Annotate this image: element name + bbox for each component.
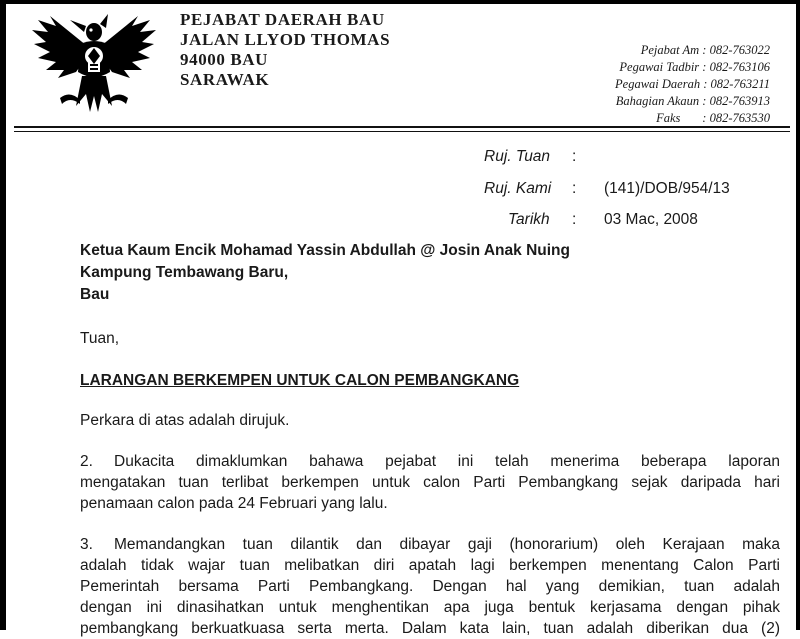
address-line-2: JALAN LLYOD THOMAS bbox=[180, 30, 391, 49]
paragraph-3 bbox=[80, 534, 780, 639]
paragraph-line: adalah tidak wajar tuan melibatkan diri apatah lagi berkempen menentang Calon Parti bbox=[80, 557, 780, 574]
header-rule bbox=[14, 126, 790, 128]
paragraph-line bbox=[80, 534, 780, 555]
contact-value: : 082-763913 bbox=[702, 94, 770, 108]
letter-body bbox=[80, 240, 780, 639]
recipient-line: Ketua Kaum Encik Mohamad Yassin Abdullah @ Josin Anak Nuing bbox=[80, 242, 570, 259]
ruj-tuan-colon: : bbox=[572, 148, 577, 165]
contact-numbers bbox=[615, 42, 770, 127]
contact-label: Faks bbox=[656, 111, 681, 125]
address-line-4: SARAWAK bbox=[180, 70, 270, 89]
paragraph-number: 3. bbox=[80, 536, 93, 553]
tarikh-label: Tarikh bbox=[508, 211, 550, 228]
contact-row bbox=[615, 110, 770, 127]
paragraph-2 bbox=[80, 451, 780, 514]
salutation: Tuan, bbox=[80, 330, 120, 347]
paragraph-line: dengan ini dinasihatkan untuk menghentikan apa juga bentuk kerjasama dengan pihak bbox=[80, 599, 780, 616]
scan-edge-right bbox=[796, 0, 800, 630]
ruj-kami-colon: : bbox=[572, 180, 577, 197]
subject-heading: LARANGAN BERKEMPEN UNTUK CALON PEMBANGKANG bbox=[80, 372, 520, 389]
header-rule-thin bbox=[14, 131, 790, 132]
scan-edge-top bbox=[0, 0, 800, 4]
address-line-3: 94000 BAU bbox=[180, 50, 269, 69]
paragraph-line: penamaan calon pada 24 Februari yang lalu. bbox=[80, 495, 388, 512]
contact-label: Bahagian Akaun bbox=[615, 94, 700, 108]
contact-label: Pejabat Am bbox=[640, 43, 700, 57]
contact-label: Pegawai Daerah bbox=[615, 77, 701, 91]
ruj-kami-label: Ruj. Kami bbox=[484, 180, 552, 197]
contact-value: : 082-763530 bbox=[702, 111, 770, 125]
office-address bbox=[180, 10, 390, 90]
contact-label: Pegawai Tadbir bbox=[619, 60, 700, 74]
paragraph-line: mengatakan tuan terlibat berkempen untuk calon Parti Pembangkang sejak daripada hari bbox=[80, 474, 780, 491]
contact-row bbox=[615, 42, 770, 59]
recipient-address bbox=[80, 240, 780, 306]
paragraph-line: pembangkang berkuatkuasa serta merta. Dalam kata lain, tuan adalah diberikan dua (2) bbox=[80, 620, 780, 637]
address-line-1: PEJABAT DAERAH BAU bbox=[180, 10, 385, 29]
paragraph-line: Pemerintah bersama Parti Pembangkang. Dengan hal yang demikian, tuan adalah bbox=[80, 578, 780, 595]
tarikh-value: 03 Mac, 2008 bbox=[604, 211, 698, 228]
contact-value: : 082-763022 bbox=[702, 43, 770, 57]
contact-row bbox=[615, 59, 770, 76]
ruj-tuan-label: Ruj. Tuan bbox=[484, 148, 551, 165]
recipient-line: Kampung Tembawang Baru, bbox=[80, 264, 289, 281]
contact-row bbox=[615, 76, 770, 93]
contact-value: : 082-763211 bbox=[703, 77, 770, 91]
contact-value: : 082-763106 bbox=[702, 60, 770, 74]
tarikh-colon: : bbox=[572, 211, 577, 228]
ruj-kami-value: (141)/DOB/954/13 bbox=[604, 180, 730, 197]
contact-row bbox=[615, 93, 770, 110]
scan-edge-left bbox=[0, 0, 6, 630]
paragraph-number: 2. bbox=[80, 453, 93, 470]
recipient-line: Bau bbox=[80, 286, 110, 303]
sarawak-crest-logo bbox=[30, 10, 158, 116]
paragraph-text: Memandangkan tuan dilantik dan dibayar gaji (honorarium) oleh Kerajaan maka bbox=[114, 536, 780, 553]
paragraph-1: Perkara di atas adalah dirujuk. bbox=[80, 412, 290, 429]
paragraph-text: Dukacita dimaklumkan bahawa pejabat ini telah menerima beberapa laporan bbox=[114, 453, 780, 470]
paragraph-line bbox=[80, 451, 780, 472]
